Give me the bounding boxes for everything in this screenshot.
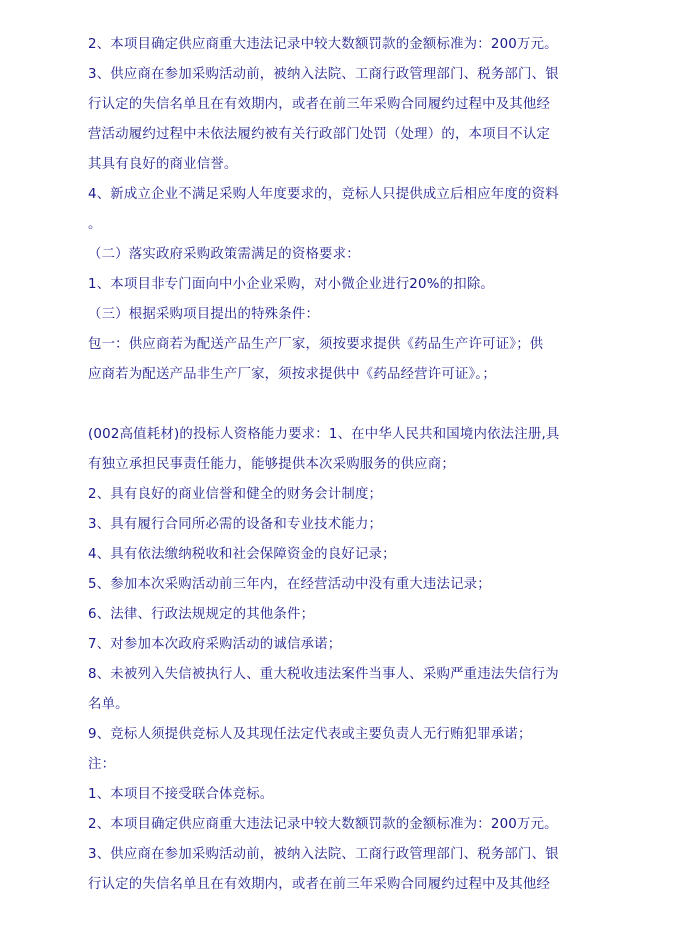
text-line: 1、本项目非专门面向中小企业采购，对小微企业进行20%的扣除。 xyxy=(88,277,495,292)
text-line: 9、竞标人须提供竞标人及其现任法定代表或主要负责人无行贿犯罪承诺； xyxy=(88,727,532,742)
blank-line xyxy=(88,390,628,420)
text-line: 3、具有履行合同所必需的设备和专业技术能力； xyxy=(88,517,383,532)
text-line: 行认定的失信名单且在有效期内，或者在前三年采购合同履约过程中及其他经 xyxy=(88,877,551,892)
text-line: 6、法律、行政法规规定的其他条件； xyxy=(88,607,315,622)
text-line: 营活动履约过程中未依法履约被有关行政部门处罚（处理）的，本项目不认定 xyxy=(88,127,551,142)
text-line: 4、新成立企业不满足采购人年度要求的，竞标人只提供成立后相应年度的资料 xyxy=(88,187,559,202)
text-line: 3、供应商在参加采购活动前，被纳入法院、工商行政管理部门、税务部门、银 xyxy=(88,847,559,862)
text-line: 应商若为配送产品非生产厂家，须按求提供中《药品经营许可证》。； xyxy=(88,367,496,382)
note-label: 注： xyxy=(88,757,116,772)
text-line: 4、具有依法缴纳税收和社会保障资金的良好记录； xyxy=(88,547,396,562)
section-heading: （二）落实政府采购政策需满足的资格要求： xyxy=(88,247,360,262)
text-line: 行认定的失信名单且在有效期内，或者在前三年采购合同履约过程中及其他经 xyxy=(88,97,551,112)
text-line: 。 xyxy=(88,217,102,232)
text-line: 有独立承担民事责任能力，能够提供本次采购服务的供应商； xyxy=(88,457,455,472)
text-line: 2、本项目确定供应商重大违法记录中较大数额罚款的金额标准为：200万元。 xyxy=(88,817,558,832)
text-line: 2、具有良好的商业信誉和健全的财务会计制度； xyxy=(88,487,383,502)
text-line: 8、未被列入失信被执行人、重大税收违法案件当事人、采购严重违法失信行为 xyxy=(88,667,559,682)
section-heading: （三）根据采购项目提出的特殊条件： xyxy=(88,307,320,322)
text-line: 包一：供应商若为配送产品生产厂家，须按要求提供《药品生产许可证》；供 xyxy=(88,337,544,352)
text-line: 名单。 xyxy=(88,697,129,712)
text-line: 5、参加本次采购活动前三年内，在经营活动中没有重大违法记录； xyxy=(88,577,491,592)
text-line: 2、本项目确定供应商重大违法记录中较大数额罚款的金额标准为：200万元。 xyxy=(88,37,558,52)
document-body xyxy=(88,30,628,900)
text-line: 3、供应商在参加采购活动前，被纳入法院、工商行政管理部门、税务部门、银 xyxy=(88,67,559,82)
text-line: (002高值耗材)的投标人资格能力要求：1、在中华人民共和国境内依法注册,具 xyxy=(88,427,560,442)
text-line: 7、对参加本次政府采购活动的诚信承诺； xyxy=(88,637,342,652)
text-line: 1、本项目不接受联合体竞标。 xyxy=(88,787,274,802)
text-line: 其具有良好的商业信誉。 xyxy=(88,157,238,172)
